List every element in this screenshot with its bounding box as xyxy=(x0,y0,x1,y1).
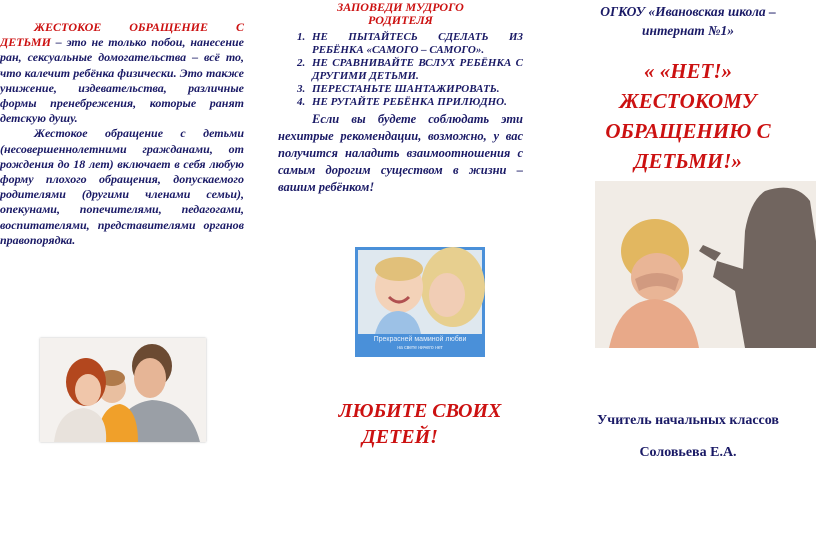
title-line1: « «НЕТ!» xyxy=(643,59,733,83)
teacher-role: Учитель начальных классов xyxy=(597,413,779,428)
commandments-list xyxy=(278,31,523,109)
abused-child-photo xyxy=(595,181,816,348)
column-cover xyxy=(560,0,816,176)
photo-caption-subtitle: на свете ничего нет xyxy=(397,345,443,351)
commandments-heading-line2: РОДИТЕЛЯ xyxy=(368,13,433,27)
mother-child-photo xyxy=(355,247,485,357)
love-your-children-slogan xyxy=(300,398,540,450)
school-name-line2: интернат №1» xyxy=(641,23,735,38)
commandment-item: 1. НЕ ПЫТАЙТЕСЬ СДЕЛАТЬ ИЗ РЕБЁНКА «САМОГО – САМОГО». xyxy=(308,31,523,57)
title-line3: ОБРАЩЕНИЮ С xyxy=(605,119,771,143)
teacher-name: Соловьева Е.А. xyxy=(639,445,737,460)
slogan-line1: ЛЮБИТЕ СВОИХ xyxy=(338,400,502,422)
definition-lead-term: ЖЕСТОКОЕ ОБРАЩЕНИЕ С ДЕТЬМИ xyxy=(0,20,244,50)
family-photo-image xyxy=(40,338,206,442)
title-line2: ЖЕСТОКОМУ xyxy=(619,89,757,113)
school-name xyxy=(560,2,816,40)
commandment-item: 3. ПЕРЕСТАНЬТЕ ШАНТАЖИРОВАТЬ. xyxy=(308,83,523,96)
definition-text: – это не только побои, нанесение ран, сексуальные домогательства – всё то, что калечит ребёнка физически. Это также унижение, издевательства, различные формы пренебрежения, которые ранят детскую душу. xyxy=(0,35,244,126)
commandment-item: 4. НЕ РУГАЙТЕ РЕБЁНКА ПРИЛЮДНО. xyxy=(308,96,523,109)
title-line4: ДЕТЬМИ!» xyxy=(634,149,742,173)
commandments-heading-line1: ЗАПОВЕДИ МУДРОГО xyxy=(337,0,464,14)
photo-caption-title: Прекрасней маминой любви xyxy=(373,336,467,343)
photo-caption xyxy=(355,335,485,353)
abused-child-image xyxy=(595,181,816,348)
commandments-heading xyxy=(278,0,523,27)
school-name-line1: ОГКОУ «Ивановская школа – xyxy=(600,4,776,19)
column-commandments xyxy=(278,0,523,196)
leaflet-title xyxy=(560,56,816,176)
commandment-item: 2. НЕ СРАВНИВАЙТЕ ВСЛУХ РЕБЁНКА С ДРУГИМИ ДЕТЬМИ. xyxy=(308,57,523,83)
family-photo xyxy=(40,338,206,442)
definition-paragraph xyxy=(0,20,244,126)
slogan-line2: ДЕТЕЙ! xyxy=(362,426,438,448)
advice-paragraph: Если вы будете соблюдать эти нехитрые рекомендации, возможно, у вас получится наладить взаимоотношения с самым дорогим существом в жизни – вашим ребёнком! xyxy=(278,112,523,194)
scope-paragraph: Жестокое обращение с детьми (несовершеннолетними гражданами, от рождения до 18 лет) включает в себя любую форму плохого обращения, допускаемого родителями (другими членами семьи), опекунами, попечителями, педагогами, воспитателями, представителями органов правопорядка. xyxy=(0,126,244,247)
column-definition xyxy=(0,0,244,248)
